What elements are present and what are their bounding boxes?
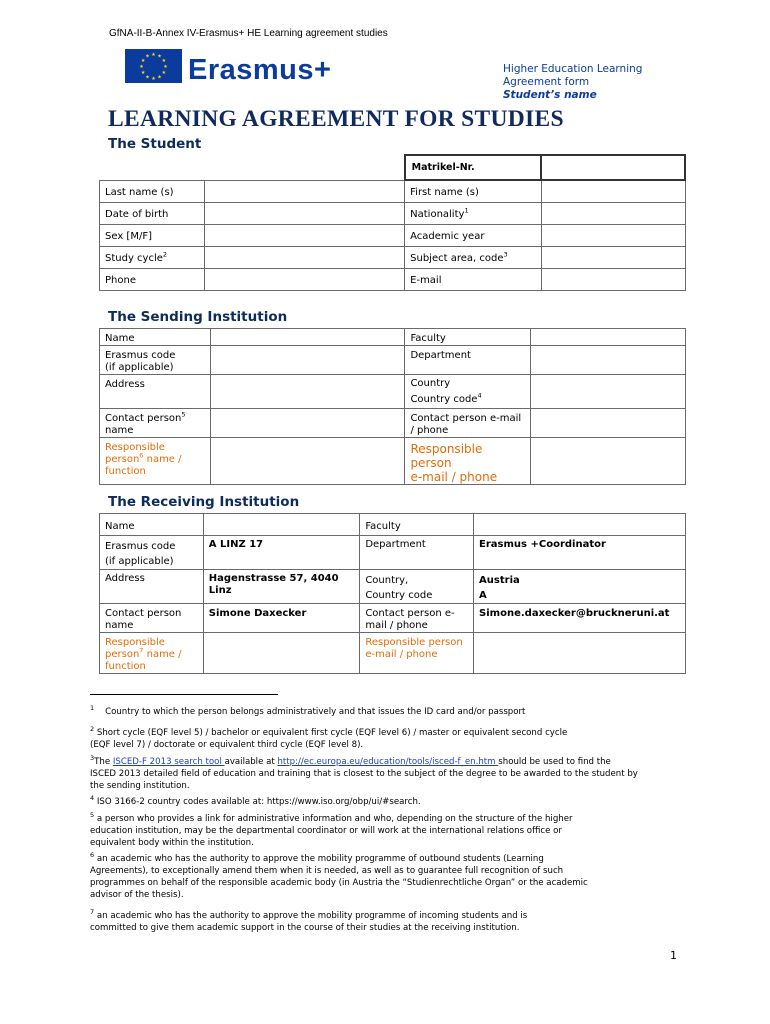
page-title: LEARNING AGREEMENT FOR STUDIES — [108, 106, 564, 132]
footnote-line — [90, 910, 690, 922]
phone-label: Phone — [100, 268, 205, 290]
footnote-ref: 5 — [181, 410, 186, 419]
label-line: Contact person e-mail — [410, 413, 522, 424]
label-line: Responsible — [105, 637, 165, 648]
nationality-label — [405, 202, 542, 224]
label-line: Contact person e- — [365, 608, 455, 619]
receiving-responsible-email-label — [360, 633, 474, 674]
isced-search-tool-link[interactable]: ISCED-F 2013 search tool — [112, 757, 225, 767]
footnote-line: programmes on behalf of the responsible academic body (in Austria the “Studienrechtliche Organ” or the academic — [90, 878, 588, 888]
footnote-1 — [90, 706, 690, 718]
svg-text:★: ★ — [157, 74, 162, 81]
value-line: Austria — [479, 575, 520, 586]
receiving-department-label: Department — [360, 536, 474, 570]
value-line: A — [479, 590, 487, 601]
footnote-ref: 1 — [464, 206, 469, 215]
sending-faculty-input[interactable] — [531, 329, 686, 346]
label-line: / phone — [410, 425, 449, 436]
footnote-number: 3 — [90, 754, 95, 763]
form-label-line: Higher Education Learning — [503, 63, 643, 75]
first-name-input[interactable] — [541, 180, 685, 202]
label-line: (if applicable) — [105, 362, 174, 373]
footnote-line — [90, 853, 690, 865]
value-line: Hagenstrasse 57, 4040 — [208, 573, 339, 584]
footnote-6 — [90, 853, 690, 901]
footnote-line — [90, 813, 690, 825]
svg-text:★: ★ — [161, 70, 167, 76]
svg-text:★: ★ — [139, 64, 144, 70]
receiving-responsible-email-input[interactable] — [474, 633, 686, 674]
receiving-department-value[interactable]: Erasmus +Coordinator — [474, 536, 686, 570]
receiving-erasmus-code-value[interactable]: A LINZ 17 — [203, 536, 360, 570]
footnote-number: 1 — [90, 704, 95, 713]
document-header: GfNA-II-B-Annex IV-Erasmus+ HE Learning agreement studies — [109, 28, 388, 39]
label-line: function — [105, 466, 146, 477]
footnote-text: Short cycle (EQF level 5) / bachelor or equivalent first cycle (EQF level 6) / master or equivalent second cycle — [94, 728, 568, 738]
footnote-line: (EQF level 7) / doctorate or equivalent third cycle (EQF level 8). — [90, 740, 364, 750]
footnote-ref: 7 — [139, 646, 144, 655]
resp-text: name / — [143, 649, 182, 660]
footnote-line: advisor of the thesis). — [90, 890, 184, 900]
sending-contact-email-label — [405, 409, 531, 438]
footnote-number: 5 — [90, 811, 95, 820]
footnote-text: ISO 3166-2 country codes available at: https://www.iso.org/obp/ui/#search. — [94, 797, 421, 807]
nationality-input[interactable] — [541, 202, 685, 224]
sending-name-input[interactable] — [210, 329, 405, 346]
subject-area-input[interactable] — [541, 246, 685, 268]
footnote-text: an academic who has the authority to approve the mobility programme of incoming students and is — [94, 911, 528, 921]
label-line — [105, 410, 205, 425]
erasmus-logo-text: Erasmus+ — [188, 54, 332, 86]
student-section-title: The Student — [108, 136, 202, 152]
footnote-line: committed to give them academic support in the course of their studies at the receiving institution. — [90, 923, 520, 933]
dob-label: Date of birth — [100, 202, 205, 224]
footnote-ref: 3 — [503, 250, 508, 259]
label-line: name — [105, 620, 134, 631]
sending-erasmus-code-label — [100, 346, 211, 375]
form-label — [503, 63, 642, 102]
sending-address-label: Address — [100, 375, 211, 409]
label-line: Responsible — [105, 442, 165, 453]
sending-contact-input[interactable] — [210, 409, 405, 438]
footnote-text: available at — [224, 757, 278, 767]
receiving-name-label: Name — [100, 514, 204, 536]
study-cycle-input[interactable] — [204, 246, 404, 268]
sending-department-input[interactable] — [531, 346, 686, 375]
sending-department-label: Department — [405, 346, 531, 375]
students-name-label: Student’s name — [503, 89, 597, 101]
label-line: e-mail / phone — [410, 470, 498, 484]
receiving-contact-email-label — [360, 604, 474, 633]
student-table — [99, 154, 686, 291]
contact-person-text: Contact person — [105, 413, 182, 424]
sending-country-input[interactable] — [531, 375, 686, 409]
label-line: Contact person — [105, 608, 182, 619]
label-line: Country, — [365, 575, 409, 586]
email-input[interactable] — [541, 268, 685, 290]
label-line: Country — [410, 378, 451, 389]
footnote-2 — [90, 727, 690, 751]
svg-text:★: ★ — [157, 53, 162, 60]
sending-name-label: Name — [100, 329, 211, 346]
sending-contact-label — [100, 409, 211, 438]
eu-flag-icon — [125, 49, 182, 83]
country-code-text: Country code — [410, 394, 478, 405]
sending-responsible-label — [100, 438, 211, 485]
sending-faculty-label: Faculty — [405, 329, 531, 346]
footnote-ref: 6 — [139, 451, 144, 460]
footnote-line: the sending institution. — [90, 781, 190, 791]
academic-year-label: Academic year — [405, 224, 542, 246]
subject-area-label — [405, 246, 542, 268]
footnote-text: The — [94, 757, 113, 767]
resp-text: person — [105, 454, 140, 465]
label-line: Erasmus code — [105, 541, 176, 552]
sending-contact-email-input[interactable] — [531, 409, 686, 438]
sex-input[interactable] — [204, 224, 404, 246]
footnote-number: 4 — [90, 794, 95, 803]
sending-address-input[interactable] — [210, 375, 405, 409]
footnote-line — [90, 756, 690, 768]
academic-year-input[interactable] — [541, 224, 685, 246]
phone-input[interactable] — [204, 268, 404, 290]
footnote-text: Country to which the person belongs administratively and that issues the ID card and/or passport — [105, 707, 526, 717]
label-line: name — [105, 425, 134, 436]
footnote-line: equivalent body within the institution. — [90, 838, 254, 848]
svg-text:★: ★ — [145, 53, 150, 60]
receiving-faculty-input[interactable] — [474, 514, 686, 536]
sending-erasmus-code-input[interactable] — [210, 346, 405, 375]
label-line: Responsible person — [410, 442, 483, 470]
receiving-faculty-label: Faculty — [360, 514, 474, 536]
email-label: E-mail — [405, 268, 542, 290]
nationality-text: Nationality — [410, 209, 465, 220]
footnote-number: 6 — [90, 851, 95, 860]
footnote-line: Agreements), to exceptionally amend them when it is needed, as well as to guarantee full recognition of such — [90, 866, 564, 876]
svg-text:★: ★ — [140, 58, 146, 64]
label-line: (if applicable) — [105, 556, 174, 567]
svg-text:★: ★ — [140, 70, 146, 76]
dob-input[interactable] — [204, 202, 404, 224]
footnote-7 — [90, 910, 690, 934]
sending-section-title: The Sending Institution — [108, 309, 288, 325]
footnote-number: 7 — [90, 908, 95, 917]
sending-table — [99, 328, 686, 485]
receiving-contact-email-value[interactable]: Simone.daxecker@bruckneruni.at — [474, 604, 686, 633]
label-line: Responsible person — [365, 637, 463, 648]
svg-text:★: ★ — [151, 76, 156, 82]
footnote-text: a person who provides a link for administrative information and who, depending on the structure of the higher — [94, 814, 573, 824]
receiving-table — [99, 513, 686, 674]
matrikel-label: Matrikel-Nr. — [405, 155, 542, 180]
svg-text:★: ★ — [161, 58, 167, 64]
svg-text:★: ★ — [163, 64, 168, 70]
receiving-name-input[interactable] — [203, 514, 360, 536]
footnote-line: ISCED 2013 detailed field of education and training that is closest to the subject of the degree to be awarded to the student by — [90, 769, 638, 779]
label-line: Country code — [365, 590, 433, 601]
matrikel-input[interactable] — [541, 155, 685, 180]
receiving-country-label — [360, 570, 474, 604]
footnote-line: education institution, may be the departmental coordinator or will work at the international relations office or — [90, 826, 562, 836]
value-line: Linz — [208, 585, 232, 596]
label-line — [410, 392, 525, 408]
receiving-address-label: Address — [100, 570, 204, 604]
subject-area-text: Subject area, code — [410, 253, 504, 264]
last-name-label: Last name (s) — [100, 180, 205, 202]
receiving-address-value[interactable] — [203, 570, 360, 604]
receiving-contact-value[interactable]: Simone Daxecker — [203, 604, 360, 633]
receiving-contact-label — [100, 604, 204, 633]
sending-responsible-input[interactable] — [210, 438, 405, 485]
footnote-number: 2 — [90, 725, 95, 734]
study-cycle-text: Study cycle — [105, 253, 163, 264]
receiving-responsible-label — [100, 633, 204, 674]
footnote-text: should be used to find the — [498, 757, 611, 767]
sending-responsible-email-input[interactable] — [531, 438, 686, 485]
last-name-input[interactable] — [204, 180, 404, 202]
label-line: Erasmus code — [105, 350, 176, 361]
svg-text:★: ★ — [151, 52, 156, 58]
label-line — [105, 646, 198, 661]
footnote-text: an academic who has the authority to approve the mobility programme of outbound students (Learning — [94, 854, 544, 864]
sex-label: Sex [M/F] — [100, 224, 205, 246]
receiving-section-title: The Receiving Institution — [108, 494, 300, 510]
footnote-ref: 4 — [477, 391, 482, 400]
footnote-ref: 2 — [162, 250, 168, 259]
footnote-line — [90, 727, 690, 739]
study-cycle-label — [100, 246, 205, 268]
sending-country-label — [405, 375, 531, 409]
first-name-label: First name (s) — [405, 180, 542, 202]
receiving-country-value[interactable] — [474, 570, 686, 604]
receiving-erasmus-code-label — [100, 536, 204, 570]
label-line: mail / phone — [365, 620, 428, 631]
form-label-line: Agreement form — [503, 76, 590, 88]
label-line: function — [105, 661, 146, 672]
label-line — [105, 451, 205, 466]
resp-text: name / — [143, 454, 182, 465]
footnote-5 — [90, 813, 690, 849]
footnote-4 — [90, 796, 690, 808]
footnote-3 — [90, 756, 690, 792]
footnote-divider — [90, 694, 278, 695]
resp-text: person — [105, 649, 140, 660]
svg-text:★: ★ — [145, 74, 150, 81]
label-line: e-mail / phone — [365, 649, 438, 660]
receiving-responsible-input[interactable] — [203, 633, 360, 674]
sending-responsible-email-label — [405, 438, 531, 485]
isced-url-link[interactable]: http://ec.europa.eu/education/tools/isced-f_en.htm — [277, 757, 499, 767]
page-number: 1 — [670, 949, 677, 962]
